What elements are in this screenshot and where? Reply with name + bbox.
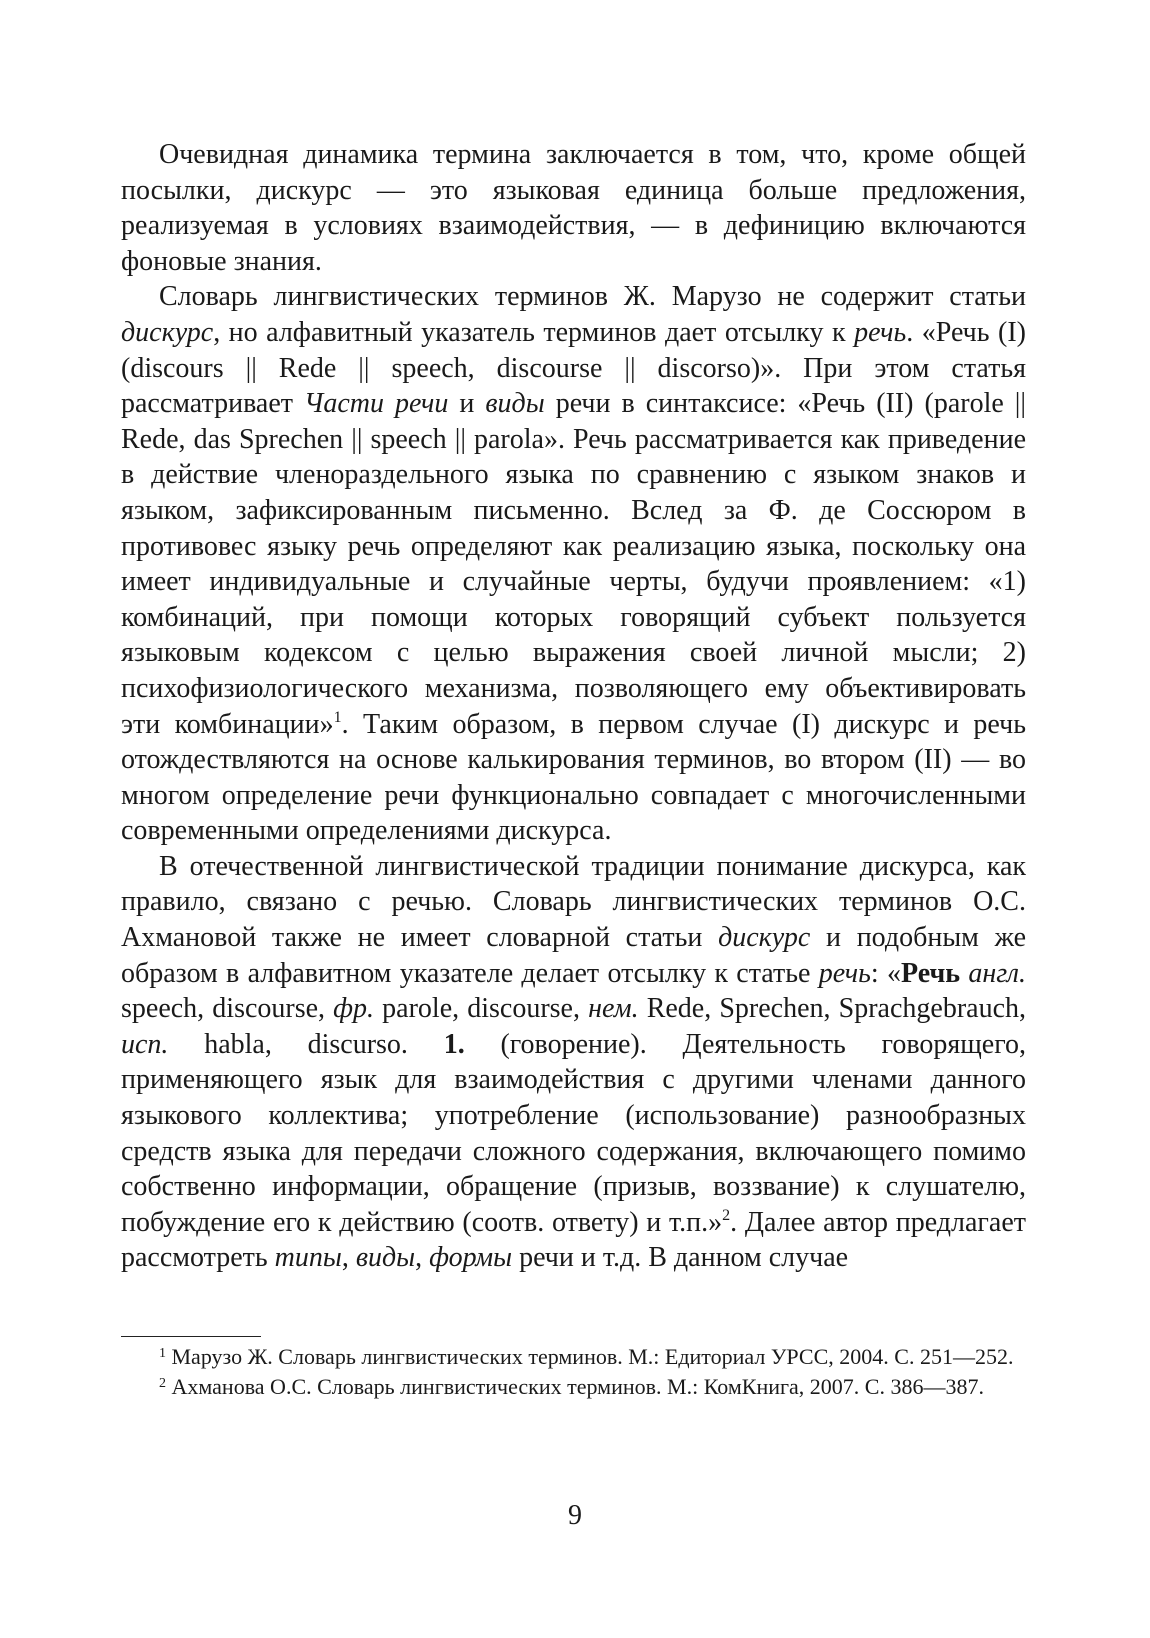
paragraph-1 bbox=[121, 137, 1026, 279]
bold-number: 1. bbox=[443, 1028, 465, 1060]
italic-abbr: фр. bbox=[333, 993, 375, 1025]
text-run: . Далее автор предлагает рассмотреть bbox=[121, 1206, 1026, 1274]
text-run: Словарь лингвистических терминов Ж. Марузо не содержит статьи bbox=[159, 281, 1026, 313]
italic-term: дискурс bbox=[121, 316, 214, 348]
footnote-ref-1: 1 bbox=[333, 708, 342, 726]
main-text bbox=[121, 137, 1026, 1276]
footnote-ref-2: 2 bbox=[722, 1206, 731, 1224]
text-run: В отечественной лингвистической традиции понимание дискурса, как правило, связано с речью. Словарь лингвистических терминов О.С. Ахмановой также не имеет словарной статьи bbox=[121, 850, 1026, 954]
italic-term: типы bbox=[274, 1242, 342, 1274]
text-run: (говорение). Деятельность говорящего, применяющего язык для взаимодействия с другими членами данного языкового коллектива; употребление (использование) разнообразных средств языка для передачи сложного содержания, включающего помимо собственно информации, обращение (призыв, воззвание) к слушателю, побуждение его к действию (соотв. ответу) и т.п.» bbox=[121, 1028, 1026, 1238]
page-number: 9 bbox=[568, 1500, 582, 1531]
text-run: и bbox=[448, 388, 486, 420]
italic-abbr: исп. bbox=[121, 1028, 169, 1060]
text-run: , bbox=[341, 1242, 356, 1274]
text-run: , bbox=[415, 1242, 430, 1274]
italic-term: виды bbox=[485, 388, 545, 420]
footnote-separator bbox=[121, 1336, 261, 1337]
italic-abbr: англ. bbox=[968, 957, 1026, 989]
text-run: habla, discurso. bbox=[168, 1028, 444, 1060]
text-run: , но алфавитный указатель терминов дает отсылку к bbox=[213, 316, 855, 348]
bold-term: Речь bbox=[900, 957, 961, 989]
footnote-text: Марузо Ж. Словарь лингвистических терминов. М.: Едиториал УРСС, 2004. С. 251—252. bbox=[166, 1344, 1014, 1369]
italic-term: Части речи bbox=[304, 388, 449, 420]
footnote-text: Ахманова О.С. Словарь лингвистических терминов. М.: КомКнига, 2007. С. 386—387. bbox=[166, 1374, 984, 1399]
footnote-1 bbox=[121, 1342, 1026, 1372]
footnote-number: 2 bbox=[159, 1376, 166, 1391]
text-run: . «Речь (I) (discours || Rede || speech, discourse || discorso)». При этом статья рассматривает bbox=[121, 316, 1026, 420]
text-run: речи и т.д. В данном случае bbox=[512, 1242, 849, 1274]
italic-term: речь bbox=[854, 316, 907, 348]
text-run: . Таким образом, в первом случае (I) дискурс и речь отождествляются на основе калькирования терминов, во втором (II) — во многом определение речи функционально совпадает с многочисленными современными определениями дискурса. bbox=[121, 708, 1026, 847]
footnotes bbox=[121, 1342, 1026, 1402]
text-run: речи в синтаксисе: «Речь (II) (parole || Rede, das Sprechen || speech || parola». Речь рассматривается как приведение в действие членораздельного языка по сравнению с языком знаков и языком, зафиксированным письменно. Вслед за Ф. де Соссюром в противовес языку речь определяют как реализацию языка, поскольку она имеет индивидуальные и случайные черты, будучи проявлением: «1) комбинаций, при помощи которых говорящий субъект пользуется языковым кодексом с целью выражения своей личной мысли; 2) психофизиологического механизма, позволяющего ему объективировать эти комбинации» bbox=[121, 388, 1027, 740]
italic-term: речь bbox=[818, 957, 871, 989]
text-run: parole, discourse, bbox=[374, 993, 589, 1025]
paragraph-2 bbox=[121, 279, 1026, 849]
text-run: и подобным же образом в алфавитном указателе делает отсылку к статье bbox=[121, 922, 1027, 989]
footnote-2 bbox=[121, 1372, 1026, 1402]
paragraph-3 bbox=[121, 849, 1026, 1276]
italic-abbr: нем. bbox=[588, 993, 639, 1025]
italic-term: виды bbox=[355, 1242, 416, 1274]
text-run: : « bbox=[870, 957, 901, 989]
paragraph-1-text: Очевидная динамика термина заключается в том, что, кроме общей посылки, дискурс — это языковая единица больше предложения, реализуемая в условиях взаимодействия, — в дефиницию включаются фоновые знания. bbox=[121, 139, 1026, 277]
text-run: Rede, Sprechen, Sprachgebrauch, bbox=[638, 993, 1026, 1025]
italic-term: формы bbox=[429, 1242, 513, 1274]
text-run: speech, discourse, bbox=[121, 993, 334, 1025]
footnote-number: 1 bbox=[159, 1346, 166, 1361]
italic-term: дискурс bbox=[718, 922, 811, 954]
